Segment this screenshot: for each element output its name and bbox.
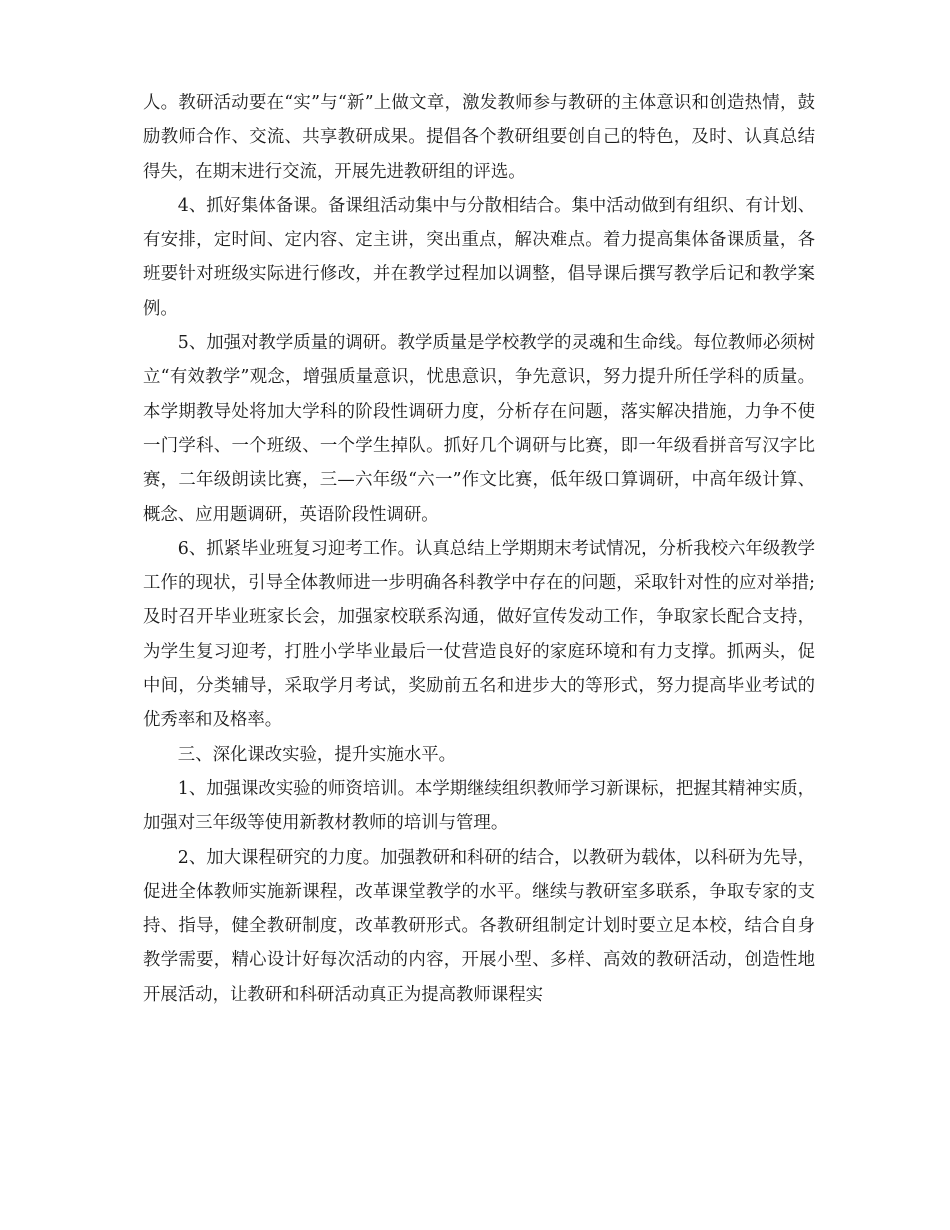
paragraph-item-5: 5、加强对教学质量的调研。教学质量是学校教学的灵魂和生命线。每位教师必须树立“有效教学”观念，增强质量意识，忧患意识，争先意识，努力提升所任学科的质量。本学期教导处将加大学科的阶段性调研力度，分析存在问题，落实解决措施，力争不使一门学科、一个班级、一个学生掉队。抓好几个调研与比赛，即一年级看拼音写汉字比赛，二年级朗读比赛，三—六年级“六一”作文比赛，低年级口算调研，中高年级计算、概念、应用题调研，英语阶段性调研。 — [143, 333, 815, 525]
section-heading-3: 三、深化课改实验，提升实施水平。 — [177, 744, 457, 765]
paragraph-item-6: 6、抓紧毕业班复习迎考工作。认真总结上学期期末考试情况，分析我校六年级教学工作的现状，引导全体教师进一步明确各科教学中存在的问题，采取针对性的应对举措;及时召开毕业班家长会，加强家校联系沟通，做好宣传发动工作，争取家长配合支持，为学生复习迎考，打胜小学毕业最后一仗营造良好的家庭环境和有力支撑。抓两头，促中间，分类辅导，采取学月考试，奖励前五名和进步大的等形式，努力提高毕业考试的优秀率和及格率。 — [143, 538, 815, 731]
paragraph-item-2: 2、加大课程研究的力度。加强教研和科研的结合，以教研为载体，以科研为先导，促进全体教师实施新课程，改革课堂教学的水平。继续与教研室多联系，争取专家的支持、指导，健全教研制度，改革教研形式。各教研组制定计划时要立足本校，结合自身教学需要，精心设计好每次活动的内容，开展小型、多样、高效的教研活动，创造性地开展活动，让教研和科研活动真正为提高教师课程实 — [143, 847, 815, 1005]
document-body — [143, 86, 815, 1012]
paragraph-continuation: 人。教研活动要在“实”与“新”上做文章，激发教师参与教研的主体意识和创造热情，鼓励教师合作、交流、共享教研成果。提倡各个教研组要创自己的特色，及时、认真总结得失，在期末进行交流，开展先进教研组的评选。 — [143, 93, 815, 182]
paragraph-item-4: 4、抓好集体备课。备课组活动集中与分散相结合。集中活动做到有组织、有计划、有安排，定时间、定内容、定主讲，突出重点，解决难点。着力提高集体备课质量，各班要针对班级实际进行修改，并在教学过程加以调整，倡导课后撰写教学后记和教学案例。 — [143, 195, 815, 319]
paragraph-item-1: 1、加强课改实验的师资培训。本学期继续组织教师学习新课标，把握其精神实质，加强对三年级等使用新教材教师的培训与管理。 — [143, 778, 815, 834]
